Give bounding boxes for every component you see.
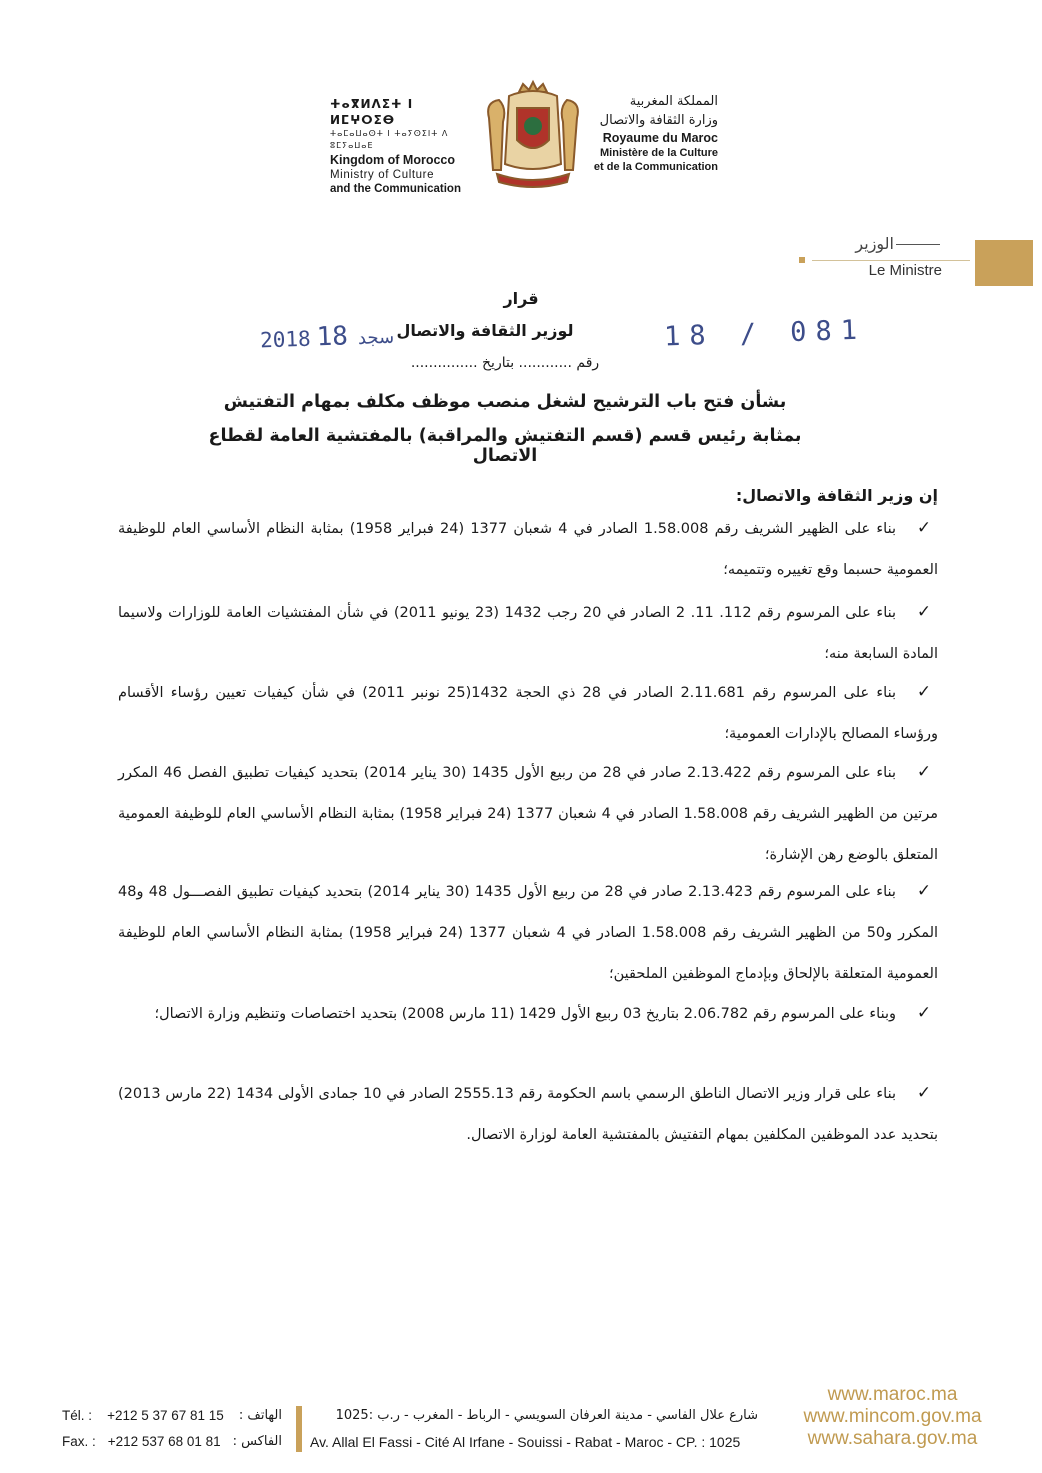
subject-line-1: بشأن فتح باب الترشيح لشغل منصب موظف مكلف بمهام التفتيش (223, 392, 787, 412)
fr-communication: et de la Communication (593, 161, 718, 173)
preamble-item (118, 592, 938, 675)
fax-label: Fax. : (62, 1434, 96, 1449)
preamble-item (118, 871, 938, 995)
preamble-item (118, 1073, 938, 1156)
stamp-date (260, 320, 399, 355)
fax-number: +212 537 68 01 81 (107, 1434, 221, 1449)
decision-title: قرار (503, 289, 539, 308)
preamble-item-text: بناء على المرسوم رقم 2.13.422 صادر في 28 من ربيع الأول 1435 (30 يناير 2014) بتحديد كيفيات تطبيق الفصل 46 المكرر مرتين من الظهير الشريف رقم 1.58.008 الصادر في 4 شعبان 1377 (24 فبراير 1958) بمثابة النظام الأساسي العام للوظيفة العمومية المتعلق بالوضع رهن الإشارة؛ (118, 765, 938, 863)
tifinagh-kingdom: ⵜⴰⴳⵍⴷⵉⵜ ⵏ ⵍⵎⵖⵔⵉⴱ (330, 97, 414, 127)
fax-row (62, 1429, 282, 1455)
check-icon: ✓ (916, 602, 932, 622)
check-icon: ✓ (916, 881, 932, 901)
stamp-year: 2018 (259, 326, 312, 353)
minister-rule (896, 244, 940, 245)
check-icon: ✓ (916, 1003, 932, 1023)
preamble-item-text: بناء على المرسوم رقم 112. 11. 2 الصادر في 20 رجب 1432 (23 يونيو 2011) في شأن المفتشيات العامة للوزارات ولاسيما المادة السابعة منه؛ (118, 605, 938, 662)
minister-divider (812, 260, 970, 261)
preamble-item-text: بناء على قرار وزير الاتصال الناطق الرسمي باسم الحكومة رقم 2555.13 الصادر في 10 جمادى الأولى 1434 (22 مارس 2013) بتحديد عدد الموظفين المكلفين بمهام التفتيش بالمفتشية العامة لوزارة الاتصال. (118, 1086, 938, 1143)
preamble-item-text: بناء على المرسوم رقم 2.13.423 صادر في 28 من ربيع الأول 1435 (30 يناير 2014) بتحديد كيفيات تطبيق الفصـــول 48 و48 المكرر و50 من الظهير الشريف رقم 1.58.008 الصادر في 4 شعبان 1377 (24 فبراير 1958) بمثابة النظام الأساسي العام للوظيفة العمومية المتعلقة بالإلحاق وبإدماج الموظفين الملحقين؛ (118, 884, 939, 982)
minister-label-ar (820, 234, 942, 253)
address-fr: Av. Allal El Fassi - Cité Al Irfane - Souissi - Rabat - Maroc - CP. : 1025 (310, 1434, 741, 1450)
preamble-item (118, 993, 938, 1035)
subject-line-2: بمثابة رئيس قسم (قسم التفتيش والمراقبة) بالمفتشية العامة لقطاع الاتصال (208, 426, 802, 466)
en-ministry: Ministry of Culture (330, 169, 435, 181)
footer-address (310, 1403, 758, 1455)
en-kingdom: Kingdom of Morocco (330, 153, 455, 167)
minister-label-fr: Le Ministre (868, 262, 942, 279)
footer-divider (296, 1406, 302, 1452)
check-icon: ✓ (916, 518, 932, 538)
fr-ministry: Ministère de la Culture (600, 147, 718, 159)
tel-label-ar: الهاتف : (238, 1408, 282, 1423)
decision-issuer: لوزير الثقافة والاتصال (396, 321, 574, 340)
preamble-item-text: بناء على الظهير الشريف رقم 1.58.008 الصادر في 4 شعبان 1377 (24 فبراير 1958) بمثابة النظام الأساسي العام للوظيفة العمومية حسبما وقع تغييره وتتميمه؛ (118, 521, 938, 578)
footer-websites (790, 1384, 995, 1450)
decision-number-line: رقم ............ بتاريخ ............... (410, 355, 600, 371)
preamble-intro: إن وزير الثقافة والاتصال: (735, 486, 938, 505)
letterhead-right (578, 92, 718, 174)
preamble-item (118, 672, 938, 755)
ar-kingdom: المملكة المغربية (629, 94, 718, 109)
preamble-item (118, 752, 938, 876)
ar-ministry: وزارة الثقافة والاتصال (599, 113, 718, 128)
preamble-item-text: بناء على المرسوم رقم 2.11.681 الصادر في 28 ذي الحجة 1432(25 نونبر 2011) في شأن كيفيات تعيين رؤساء الأقسام ورؤساء المصالح بالإدارات العمومية؛ (118, 685, 938, 742)
address-ar: شارع علال الفاسي - مدينة العرفان السويسي - الرباط - المغرب - ر.ب :1025 (335, 1408, 758, 1423)
check-icon: ✓ (916, 762, 932, 782)
stamp-day: 18 (316, 321, 349, 353)
en-communication: and the Communication (330, 183, 461, 195)
preamble-item (118, 508, 938, 591)
preamble-item-text: وبناء على المرسوم رقم 2.06.782 بتاريخ 03 ربيع الأول 1429 (11 مارس 2008) بتحديد اختصاصات وتنظيم وزارة الاتصال؛ (154, 1006, 896, 1022)
stamp-month: سجد (357, 326, 395, 349)
website-link[interactable]: www.sahara.gov.ma (807, 1428, 978, 1449)
tel-label: Tél. : (62, 1408, 93, 1423)
footer-contact (62, 1403, 282, 1455)
gold-dot (799, 257, 805, 263)
stamp-number: 18 / 081 (663, 314, 867, 353)
fax-label-ar: الفاكس : (232, 1434, 282, 1449)
coat-of-arms-icon (479, 78, 587, 190)
check-icon: ✓ (916, 1083, 932, 1103)
letterhead-left (330, 96, 480, 196)
check-icon: ✓ (916, 682, 932, 702)
website-link[interactable]: www.maroc.ma (827, 1384, 958, 1405)
gold-badge (975, 240, 1033, 286)
website-link[interactable]: www.mincom.gov.ma (803, 1406, 982, 1427)
phone-row (62, 1403, 282, 1429)
minister-ar-text: الوزير (855, 234, 894, 253)
tifinagh-ministry: ⵜⴰⵎⴰⵡⴰⵙⵜ ⵏ ⵜⴰⵢⵙⵉⵏⵜ ⴷ ⵓⵎⵢⴰⵡⴰⴹ (330, 129, 449, 150)
fr-kingdom: Royaume du Maroc (602, 131, 718, 145)
tel-number: +212 5 37 67 81 15 (107, 1408, 224, 1423)
